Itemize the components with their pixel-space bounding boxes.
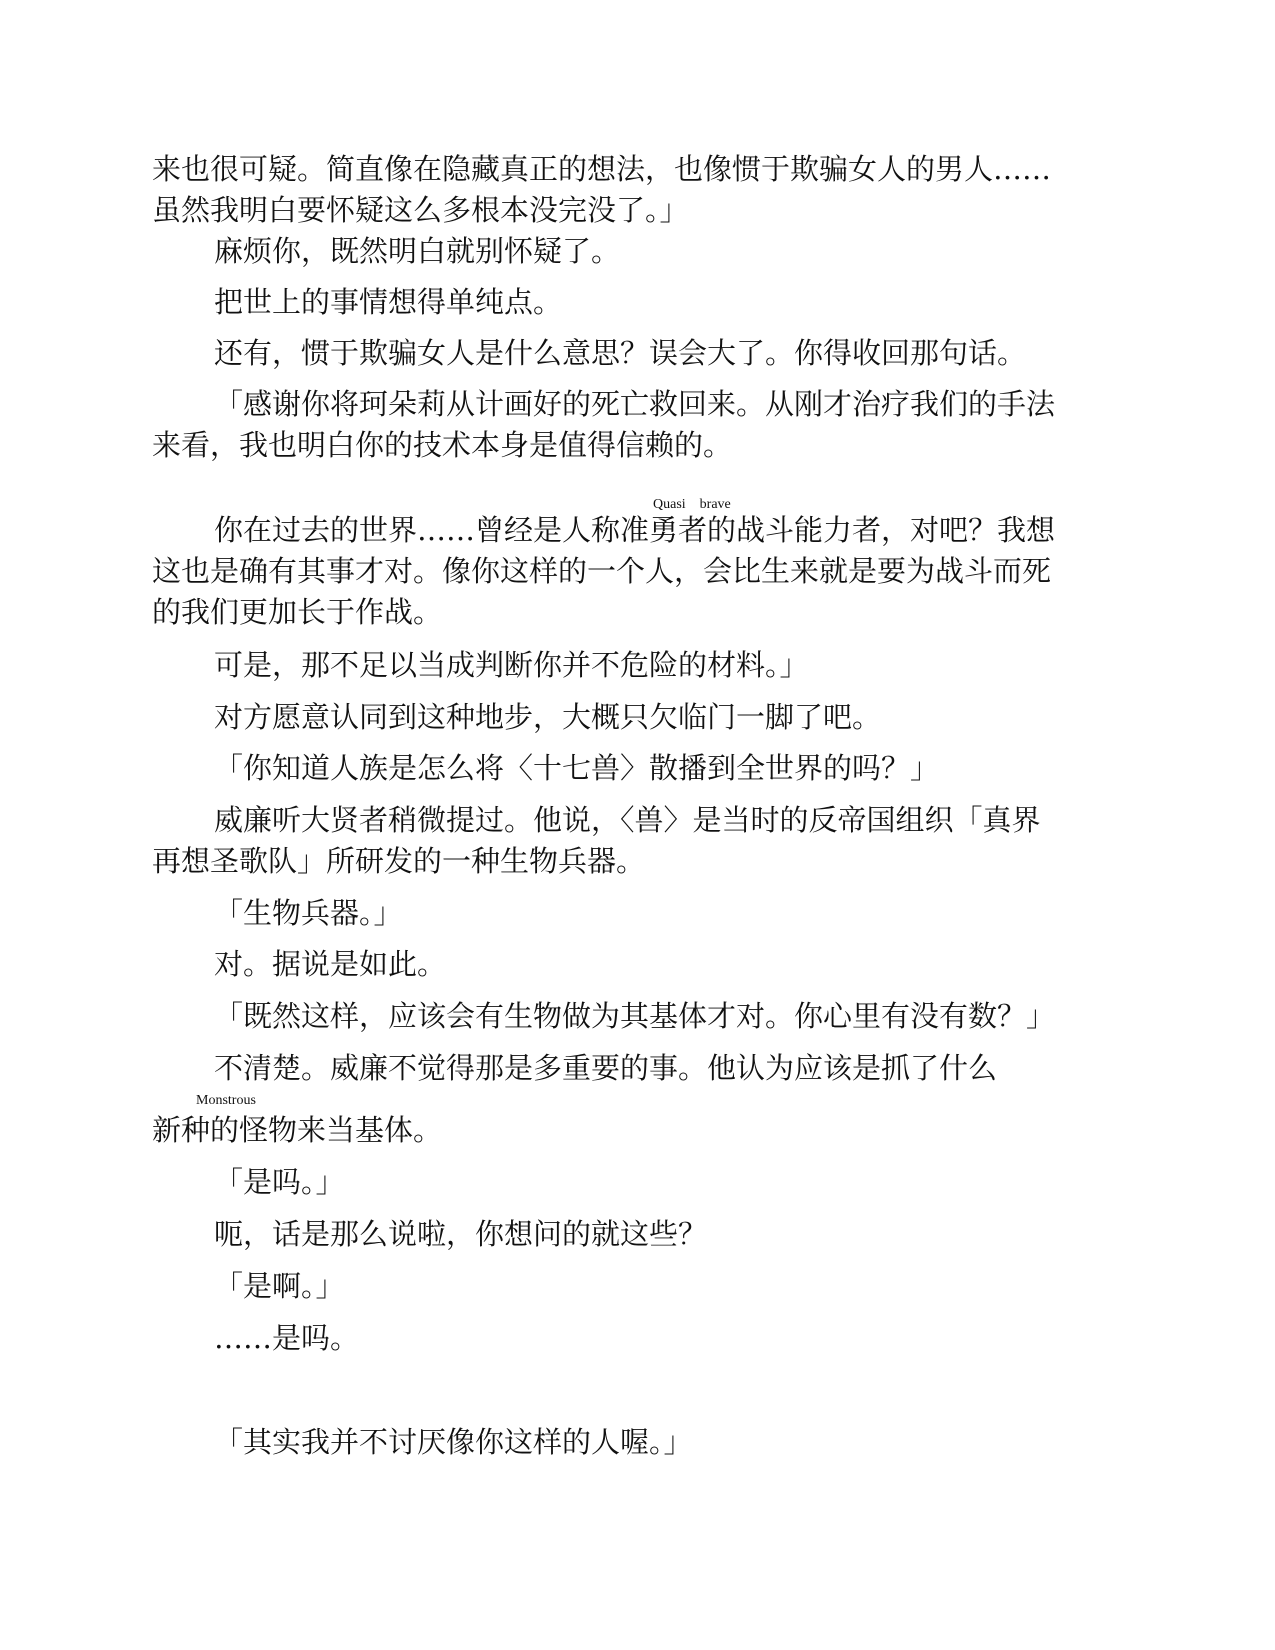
paragraph-9 — [152, 748, 1122, 789]
text-line: 对。据说是如此。 — [214, 947, 447, 981]
text-line: 「你知道人族是怎么将〈十七兽〉散播到全世界的吗？」 — [214, 751, 940, 785]
text-line: 你在过去的世界……曾经是人称准勇者的战斗能力者，对吧？我想 — [214, 513, 1056, 547]
paragraph-4 — [152, 333, 1122, 374]
paragraph-1 — [152, 149, 1122, 231]
ruby-annotation-monstrous: Monstrous — [196, 1093, 256, 1108]
text-line: 「是啊。」 — [214, 1269, 345, 1303]
text-line: 对方愿意认同到这种地步，大概只欠临门一脚了吧。 — [214, 700, 882, 734]
text-line: 再想圣歌队」所研发的一种生物兵器。 — [152, 844, 646, 878]
text-line: 来看，我也明白你的技术本身是值得信赖的。 — [152, 428, 733, 462]
text-line: 「其实我并不讨厌像你这样的人喔。」 — [214, 1425, 693, 1459]
text-line: 不清楚。威廉不觉得那是多重要的事。他认为应该是抓了什么 — [214, 1051, 998, 1085]
paragraph-17 — [152, 1266, 1122, 1307]
text-line: 新种的怪物来当基体。 — [152, 1113, 443, 1147]
text-line: 麻烦你，既然明白就别怀疑了。 — [214, 234, 621, 268]
paragraph-15 — [152, 1162, 1122, 1203]
text-line: 「既然这样，应该会有生物做为其基体才对。你心里有没有数？」 — [214, 999, 1056, 1033]
text-line: 的我们更加长于作战。 — [152, 595, 443, 629]
text-line: 把世上的事情想得单纯点。 — [214, 285, 563, 319]
text-line: 「感谢你将珂朵莉从计画好的死亡救回来。从刚才治疗我们的手法 — [214, 387, 1056, 421]
text-line: 可是，那不足以当成判断你并不危险的材料。」 — [214, 648, 809, 682]
paragraph-14-continued — [152, 1110, 1122, 1151]
paragraph-3 — [152, 282, 1122, 323]
text-line: ……是吗。 — [214, 1321, 360, 1355]
text-line: 威廉听大贤者稍微提过。他说，〈兽〉是当时的反帝国组织「真界 — [214, 803, 1041, 837]
paragraph-8 — [152, 697, 1122, 738]
paragraph-2 — [152, 231, 1122, 272]
paragraph-14 — [152, 1048, 1122, 1089]
paragraph-10 — [152, 800, 1122, 882]
paragraph-5 — [152, 384, 1122, 466]
text-line: 「生物兵器。」 — [214, 896, 403, 930]
text-line: 「是吗。」 — [214, 1165, 345, 1199]
text-line: 这也是确有其事才对。像你这样的一个人，会比生来就是要为战斗而死 — [152, 554, 1052, 588]
paragraph-11 — [152, 893, 1122, 934]
text-line: 呃，话是那么说啦，你想问的就这些？ — [214, 1217, 708, 1251]
text-line: 还有，惯于欺骗女人是什么意思？误会大了。你得收回那句话。 — [214, 336, 1027, 370]
paragraph-7 — [152, 645, 1122, 686]
paragraph-12 — [152, 944, 1122, 985]
paragraph-16 — [152, 1214, 1122, 1255]
text-line: 来也很可疑。简直像在隐藏真正的想法，也像惯于欺骗女人的男人…… — [152, 152, 1052, 186]
paragraph-6 — [152, 510, 1122, 633]
ruby-annotation-quasi-brave: Quasi brave — [653, 497, 731, 512]
paragraph-13 — [152, 996, 1122, 1037]
text-line: 虽然我明白要怀疑这么多根本没完没了。」 — [152, 193, 689, 227]
paragraph-19 — [152, 1422, 1122, 1463]
paragraph-18 — [152, 1318, 1122, 1359]
